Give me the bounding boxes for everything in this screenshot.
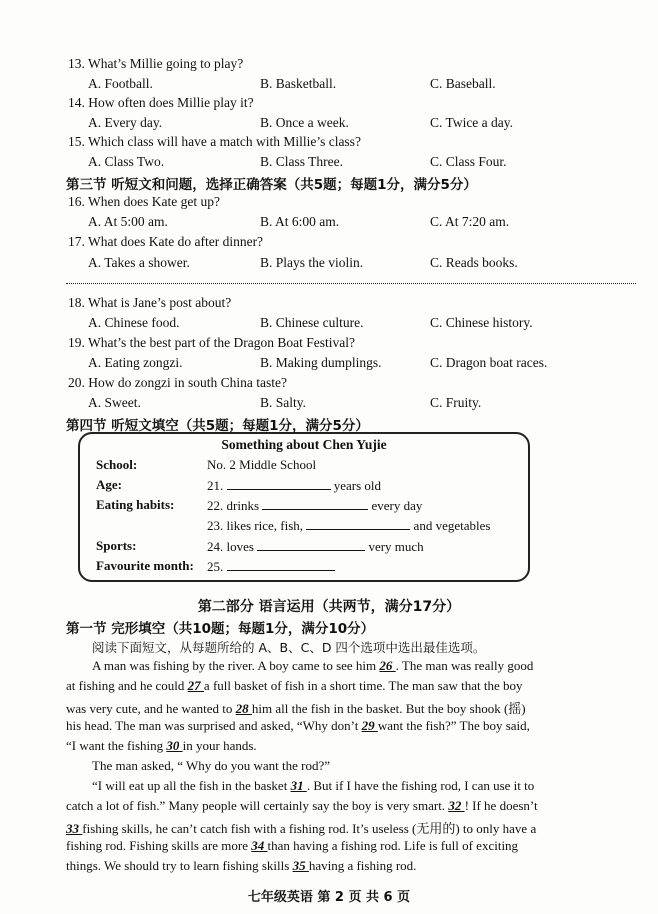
- option-c: C. Baseball.: [430, 76, 496, 91]
- option-a: A. Takes a shower.: [88, 255, 190, 270]
- question-text: 18. What is Jane’s post about?: [68, 295, 232, 310]
- box-title: Something about Chen Yujie: [221, 437, 387, 452]
- cloze-section-title: 第一节 完形填空（共10题；每题1分，满分10分）: [66, 621, 375, 637]
- school-value: No. 2 Middle School: [207, 457, 317, 472]
- eating-2-suffix: and vegetables: [413, 518, 491, 533]
- passage-text: The man asked, “ Why do you want the rod?”: [92, 758, 331, 773]
- option-c: C. At 7:20 am.: [430, 214, 510, 229]
- dotted-divider: [66, 283, 636, 284]
- age-line: [207, 477, 381, 494]
- question-text: 19. What’s the best part of the Dragon Boat Festival?: [68, 335, 355, 350]
- passage-text: want the fish?” The boy said,: [377, 718, 530, 733]
- option-a: A. Sweet.: [88, 395, 141, 410]
- question-text: 14. How often does Millie play it?: [68, 95, 254, 110]
- passage-text: things. We should try to learn fishing skills: [66, 858, 293, 873]
- option-b: B. Class Three.: [260, 154, 343, 169]
- passage-text: “I will eat up all the fish in the basket: [92, 778, 291, 793]
- option-a: A. Football.: [88, 76, 153, 91]
- option-a: A. At 5:00 am.: [88, 214, 168, 229]
- option-c: C. Dragon boat races.: [430, 355, 548, 370]
- month-prefix: 25.: [207, 559, 224, 574]
- blank-27[interactable]: 27: [187, 678, 204, 693]
- passage-line-6: [92, 758, 658, 774]
- eating-2-prefix: 23. likes rice, fish,: [207, 518, 304, 533]
- section-3-title: 第三节 听短文和问题，选择正确答案（共5题；每题1分，满分5分）: [66, 177, 477, 193]
- option-a: A. Chinese food.: [88, 315, 180, 330]
- passage-line-4: [66, 718, 640, 734]
- blank-35[interactable]: 35: [292, 858, 309, 873]
- passage-text: ! If he doesn’t: [464, 798, 538, 813]
- month-line: [207, 558, 335, 575]
- passage-text: fishing rod. Fishing skills are more: [66, 838, 252, 853]
- blank-34[interactable]: 34: [251, 838, 268, 853]
- option-c: C. Fruity.: [430, 395, 482, 410]
- option-b: B. Plays the violin.: [260, 255, 364, 270]
- blank-32[interactable]: 32: [448, 798, 465, 813]
- passage-line-5: [66, 738, 640, 754]
- blank-31[interactable]: 31: [290, 778, 307, 793]
- passage-line-9: [66, 818, 640, 837]
- passage-line-7: [92, 778, 658, 794]
- sports-line: [207, 538, 424, 555]
- question-text: 20. How do zongzi in south China taste?: [68, 375, 287, 390]
- blank-30[interactable]: 30: [166, 738, 183, 753]
- passage-text: than having a fishing rod. Life is full of exciting: [267, 838, 519, 853]
- option-b: B. Once a week.: [260, 115, 349, 130]
- passage-line-10: [66, 838, 640, 854]
- section-4-title: 第四节 听短文填空（共5题；每题1分，满分5分）: [66, 418, 369, 434]
- passage-text: A man was fishing by the river. A boy came to see him: [92, 658, 380, 673]
- passage-text: having a fishing rod.: [308, 858, 417, 873]
- blank-29[interactable]: 29: [361, 718, 378, 733]
- part-2-title: 第二部分 语言运用（共两节，满分17分）: [197, 599, 461, 615]
- passage-line-11: [66, 858, 640, 874]
- eating-label: Eating habits:: [96, 497, 175, 512]
- passage-text: at fishing and he could: [66, 678, 188, 693]
- option-a: A. Eating zongzi.: [88, 355, 183, 370]
- option-b: B. Chinese culture.: [260, 315, 364, 330]
- month-label: Favourite month:: [96, 558, 194, 573]
- cloze-instruction: 阅读下面短文，从每题所给的 A、B、C、D 四个选项中选出最佳选项。: [92, 640, 486, 655]
- blank-24[interactable]: [257, 538, 365, 551]
- passage-text: . The man was really good: [395, 658, 534, 673]
- option-b: B. Making dumplings.: [260, 355, 382, 370]
- eating-line-2: [207, 517, 490, 534]
- age-label: Age:: [96, 477, 122, 492]
- passage-text: fishing skills, he can’t catch fish with a fishing rod. It’s useless (无用的) to only have a: [82, 821, 537, 836]
- sports-label: Sports:: [96, 538, 137, 553]
- passage-line-8: [66, 798, 640, 814]
- eating-line-1: [207, 497, 422, 514]
- option-c: C. Class Four.: [430, 154, 507, 169]
- blank-25[interactable]: [227, 558, 335, 571]
- passage-text: in your hands.: [182, 738, 257, 753]
- eating-1-suffix: every day: [371, 498, 423, 513]
- passage-text: catch a lot of fish.” Many people will certainly say the boy is very smart.: [66, 798, 449, 813]
- passage-text: him all the fish in the basket. But the boy shook (摇): [251, 701, 526, 716]
- option-a: A. Every day.: [88, 115, 163, 130]
- passage-text: a full basket of fish in a short time. The man saw that the boy: [203, 678, 523, 693]
- blank-21[interactable]: [227, 477, 331, 490]
- blank-33[interactable]: 33: [66, 821, 83, 836]
- option-b: B. Basketball.: [260, 76, 337, 91]
- blank-28[interactable]: 28: [235, 701, 252, 716]
- passage-line-1: [92, 658, 658, 674]
- age-number: 21.: [207, 478, 224, 493]
- sports-prefix: 24. loves: [207, 539, 254, 554]
- eating-1-prefix: 22. drinks: [207, 498, 259, 513]
- blank-26[interactable]: 26: [379, 658, 396, 673]
- question-text: 16. When does Kate get up?: [68, 194, 220, 209]
- passage-text: “I want the fishing: [66, 738, 167, 753]
- school-label: School:: [96, 457, 138, 472]
- passage-line-3: [66, 698, 640, 717]
- passage-text: his head. The man was surprised and asked, “Why don’t: [66, 718, 362, 733]
- passage-text: . But if I have the fishing rod, I can use it to: [306, 778, 535, 793]
- option-a: A. Class Two.: [88, 154, 165, 169]
- sports-suffix: very much: [368, 539, 424, 554]
- question-text: 13. What’s Millie going to play?: [68, 56, 244, 71]
- option-b: B. At 6:00 am.: [260, 214, 340, 229]
- option-b: B. Salty.: [260, 395, 307, 410]
- question-text: 15. Which class will have a match with Millie’s class?: [68, 134, 361, 149]
- age-suffix: years old: [333, 478, 382, 493]
- blank-23[interactable]: [306, 517, 410, 530]
- blank-22[interactable]: [262, 497, 368, 510]
- passage-line-2: [66, 678, 640, 694]
- page-footer: 七年级英语 第 2 页 共 6 页: [247, 890, 411, 905]
- passage-text: was very cute, and he wanted to: [66, 701, 236, 716]
- question-text: 17. What does Kate do after dinner?: [68, 234, 264, 249]
- option-c: C. Chinese history.: [430, 315, 533, 330]
- option-c: C. Reads books.: [430, 255, 518, 270]
- option-c: C. Twice a day.: [430, 115, 514, 130]
